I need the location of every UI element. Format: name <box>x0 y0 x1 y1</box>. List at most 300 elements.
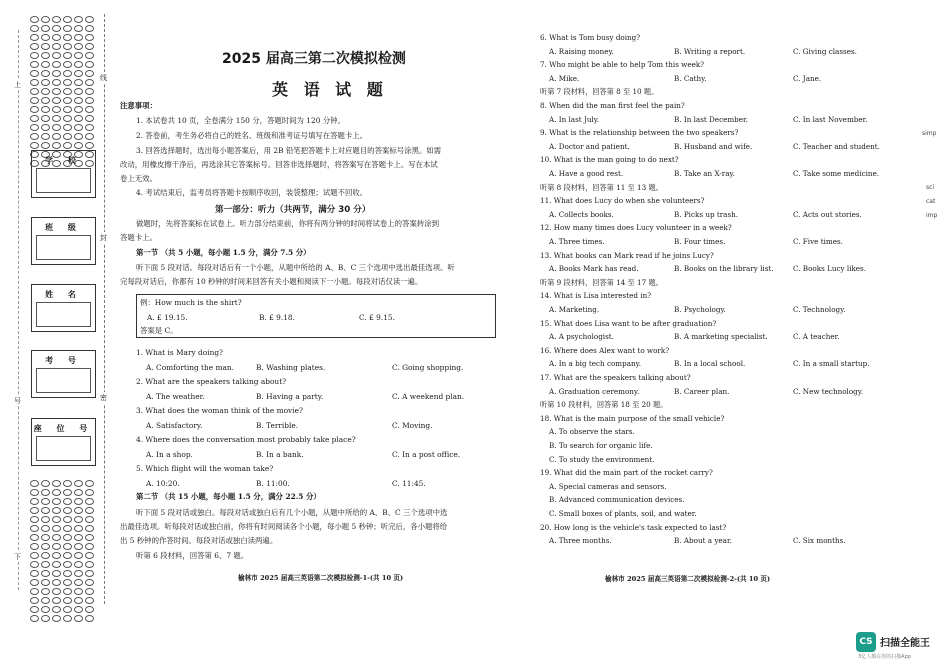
answer-option-b[interactable]: B. In last December. <box>674 114 748 124</box>
bubble-row <box>28 124 96 131</box>
bubble <box>63 115 72 122</box>
section1-desc: 听下面 5 段对话。每段对话后有一个小题，从题中所给的 A、B、C 三个选项中选出最佳选项。听 <box>136 263 455 272</box>
answer-option-c[interactable]: C. In a post office. <box>392 450 461 459</box>
answer-option-c[interactable]: C. Six months. <box>793 536 846 546</box>
seal-char-seal: 封 <box>100 234 107 242</box>
section2-heading: 第二节 （共 15 小题，每小题 1.5 分，满分 22.5 分） <box>136 492 321 501</box>
question-stem: 6. What is Tom busy doing? <box>540 33 641 42</box>
bubble <box>52 25 61 32</box>
answer-option-c[interactable]: C. A teacher. <box>793 332 840 342</box>
bubble <box>63 489 72 496</box>
answer-option-c[interactable]: C. Giving classes. <box>793 46 857 56</box>
bubble-row <box>28 507 96 514</box>
bubble-row <box>28 115 96 122</box>
section2-desc: 出最佳选项。听每段对话或独白前，你将有时间阅读各个小题，每小题 5 秒钟；听完后，各小题将给 <box>120 522 448 531</box>
bubble <box>63 498 72 505</box>
answer-option-c[interactable]: C. Technology. <box>793 305 846 314</box>
exam-number-input-area[interactable] <box>36 368 91 393</box>
bubble <box>85 61 94 68</box>
exam-title: 2025 届高三第二次模拟检测 <box>222 51 406 67</box>
bubble <box>63 561 72 568</box>
class-input-area[interactable] <box>36 235 91 260</box>
answer-option-b[interactable]: B. Washing plates. <box>256 363 326 372</box>
bubble <box>52 507 61 514</box>
bubble <box>41 507 50 514</box>
class-field[interactable] <box>31 217 96 265</box>
example-box <box>136 294 496 338</box>
bubble <box>30 507 39 514</box>
bubble <box>30 543 39 550</box>
example-option-c: C. £ 9.15. <box>359 313 395 322</box>
bubble-row <box>28 88 96 95</box>
material-heading: 听第 7 段材料，回答第 8 至 10 题。 <box>540 87 659 97</box>
bubble <box>63 124 72 131</box>
bubble-row <box>28 606 96 613</box>
section1-heading: 第一节 （共 5 小题，每小题 1.5 分，满分 7.5 分） <box>136 248 311 257</box>
bubble <box>41 43 50 50</box>
notice-line: 4. 考试结束后，监考员将答题卡按顺序收回，装袋整理；试题不回收。 <box>136 188 368 197</box>
bubble <box>30 61 39 68</box>
bubble <box>63 79 72 86</box>
fold-char-up: 上 <box>14 81 21 89</box>
bubble <box>52 52 61 59</box>
bubble <box>74 43 83 50</box>
bubble <box>41 61 50 68</box>
bubble <box>74 561 83 568</box>
bubble <box>63 61 72 68</box>
bubble <box>63 534 72 541</box>
bubble <box>41 489 50 496</box>
bubble <box>85 543 94 550</box>
cut-line <box>104 14 105 604</box>
bubble-row <box>28 561 96 568</box>
bubble <box>74 115 83 122</box>
answer-option-c[interactable]: C. Moving. <box>392 421 433 430</box>
part1-desc: 做题时，先将答案标在试卷上。听力部分结束前，你将有两分钟的时间将试卷上的答案转涂到 <box>136 219 440 228</box>
answer-option-c[interactable]: C. In last November. <box>793 114 868 124</box>
bubble <box>74 16 83 23</box>
answer-option-c[interactable]: C. Teacher and student. <box>793 141 880 151</box>
fold-char-down: 下 <box>14 553 21 561</box>
answer-option[interactable]: B. To search for organic life. <box>549 441 653 450</box>
bubble <box>41 124 50 131</box>
bubble <box>52 70 61 77</box>
question-stem: 8. When did the man first feel the pain? <box>540 101 685 110</box>
bubble <box>30 133 39 140</box>
bubble <box>30 142 39 149</box>
bubble-row <box>28 133 96 140</box>
bubble <box>74 606 83 613</box>
bubble-row <box>28 534 96 541</box>
bubble <box>63 543 72 550</box>
bubble <box>30 561 39 568</box>
bubble <box>52 142 61 149</box>
bubble <box>30 615 39 622</box>
bubble <box>41 34 50 41</box>
bubble-row <box>28 142 96 149</box>
bubble <box>30 588 39 595</box>
answer-option-a[interactable]: A. Graduation ceremony. <box>549 386 640 396</box>
answer-option[interactable]: C. To study the environment. <box>549 454 655 464</box>
bubble <box>85 70 94 77</box>
bubble <box>41 70 50 77</box>
bubble <box>85 489 94 496</box>
exam-number-field[interactable] <box>31 350 96 398</box>
fold-char-number: 号 <box>14 397 21 405</box>
answer-option[interactable]: A. Special cameras and sensors. <box>549 481 667 491</box>
question-stem: 10. What is the man going to do next? <box>540 155 679 165</box>
bubble <box>30 597 39 604</box>
bubble <box>52 61 61 68</box>
seat-number-label: 座 位 号 <box>33 423 94 433</box>
question-stem: 2. What are the speakers talking about? <box>136 377 287 386</box>
bubble <box>85 507 94 514</box>
bubble <box>85 498 94 505</box>
part1-heading: 第一部分：听力（共两节，满分 30 分） <box>215 205 371 215</box>
bubble <box>41 106 50 113</box>
school-label: 学 校 <box>45 155 82 165</box>
bubble <box>52 588 61 595</box>
bubble <box>63 106 72 113</box>
bubble <box>41 543 50 550</box>
answer-option[interactable]: C. Small boxes of plants, soil, and water. <box>549 509 697 518</box>
bubble <box>63 52 72 59</box>
bubble <box>30 79 39 86</box>
bubble <box>85 606 94 613</box>
question-stem: 3. What does the woman think of the movie? <box>136 406 303 415</box>
bubble <box>85 597 94 604</box>
bubble <box>52 106 61 113</box>
answer-option-a[interactable]: A. Three times. <box>549 237 605 246</box>
answer-option-b[interactable]: B. Husband and wife. <box>674 141 753 151</box>
bubble <box>41 534 50 541</box>
bubble-row <box>28 489 96 496</box>
bubble <box>85 124 94 131</box>
answer-option-b[interactable]: B. Cathy. <box>674 73 707 83</box>
bubble <box>63 43 72 50</box>
name-field[interactable] <box>31 284 96 332</box>
notice-line: 2. 答卷前，考生务必将自己的姓名、班级和准考证号填写在答题卡上。 <box>136 131 368 140</box>
exam-number-label: 考 号 <box>45 355 82 365</box>
bubble-row <box>28 43 96 50</box>
bubble <box>74 88 83 95</box>
bubble <box>74 142 83 149</box>
answer-option-a[interactable]: A. Books Mark has read. <box>549 264 639 274</box>
bubble <box>41 597 50 604</box>
bubble <box>74 498 83 505</box>
bubble <box>52 561 61 568</box>
answer-option-c[interactable]: C. Take some medicine. <box>793 169 880 178</box>
bubble <box>52 480 61 487</box>
answer-option-b[interactable]: B. In a local school. <box>674 359 746 369</box>
answer-option-a[interactable]: A. Comforting the man. <box>146 363 235 372</box>
page-footer-left: 榆林市 2025 届高三英语第二次模拟检测-1-(共 10 页) <box>238 574 404 582</box>
answer-option[interactable]: B. Advanced communication devices. <box>549 495 685 505</box>
bubble-row <box>28 552 96 559</box>
bubble <box>74 516 83 523</box>
bubble <box>41 525 50 532</box>
bubble-grid-bottom <box>28 480 96 624</box>
bubble <box>74 52 83 59</box>
answer-option-a[interactable]: A. A psychologist. <box>549 332 614 342</box>
answer-option-a[interactable]: A. In a big tech company. <box>549 359 642 369</box>
answer-option-b[interactable]: B. Four times. <box>674 237 726 246</box>
example-option-b: B. £ 9.18. <box>259 313 295 322</box>
example-option-a: A. £ 19.15. <box>147 313 188 322</box>
answer-option-c[interactable]: C. New technology. <box>793 386 864 396</box>
answer-option-b[interactable]: B. Take an X-ray. <box>674 169 735 178</box>
bubble <box>30 43 39 50</box>
answer-option-c[interactable]: C. A weekend plan. <box>392 392 465 401</box>
bubble <box>30 70 39 77</box>
answer-option-a[interactable]: A. Three months. <box>549 536 612 546</box>
bubble <box>30 88 39 95</box>
answer-option-c[interactable]: C. In a small startup. <box>793 359 870 369</box>
bubble <box>52 615 61 622</box>
school-input-area[interactable] <box>36 168 91 193</box>
bubble <box>30 570 39 577</box>
seal-char-line: 线 <box>100 74 107 82</box>
bubble-row <box>28 570 96 577</box>
bubble <box>30 97 39 104</box>
bubble-row <box>28 61 96 68</box>
fold-line <box>18 30 19 590</box>
question-stem: 14. What is Lisa interested in? <box>540 291 652 301</box>
bubble <box>41 115 50 122</box>
answer-option-b[interactable]: B. Writing a report. <box>674 46 746 56</box>
bubble <box>74 507 83 514</box>
answer-option-b[interactable]: B. In a bank. <box>256 450 304 459</box>
question-stem: 4. Where does the conversation most probably take place? <box>136 435 356 444</box>
bubble <box>52 34 61 41</box>
scanner-logo-icon: CS <box>856 632 876 652</box>
bubble <box>85 516 94 523</box>
bubble <box>63 88 72 95</box>
answer-option-a[interactable]: A. Mike. <box>549 73 580 83</box>
bubble <box>41 79 50 86</box>
bubble <box>41 133 50 140</box>
answer-option-b[interactable]: B. 11:00. <box>256 479 290 488</box>
question-stem: 15. What does Lisa want to be after graduation? <box>540 318 717 328</box>
answer-option-c[interactable]: C. Acts out stories. <box>793 209 862 219</box>
answer-option-a[interactable]: A. In a shop. <box>146 450 193 459</box>
bubble <box>52 552 61 559</box>
answer-option-b[interactable]: B. Psychology. <box>674 305 726 314</box>
answer-option-b[interactable]: B. About a year. <box>674 536 732 546</box>
bubble <box>63 70 72 77</box>
bubble <box>52 534 61 541</box>
question-stem: 12. How many times does Lucy volunteer in a week? <box>540 223 732 233</box>
question-stem: 13. What books can Mark read if he joins Lucy? <box>540 250 714 260</box>
edge-fragment: sci <box>926 184 935 191</box>
bubble <box>85 480 94 487</box>
bubble <box>85 615 94 622</box>
bubble <box>63 552 72 559</box>
bubble <box>85 88 94 95</box>
answer-option-c[interactable]: C. 11:45. <box>392 479 426 488</box>
bubble <box>52 489 61 496</box>
bubble <box>52 597 61 604</box>
answer-option-b[interactable]: B. Picks up trash. <box>674 209 739 219</box>
class-label: 班 级 <box>45 222 82 232</box>
bubble <box>85 570 94 577</box>
answer-option-a[interactable]: A. Have a good rest. <box>549 169 624 178</box>
bubble-row <box>28 579 96 586</box>
bubble <box>74 489 83 496</box>
bubble <box>85 16 94 23</box>
bubble <box>30 52 39 59</box>
notice-line: 改动，用橡皮擦干净后，再选涂其它答案标号。回答非选择题时，将答案写在答题卡上。写在本试 <box>120 160 438 169</box>
answer-option-a[interactable]: A. Doctor and patient. <box>549 141 630 151</box>
bubble <box>41 552 50 559</box>
bubble <box>85 97 94 104</box>
example-answer: 答案是 C。 <box>140 326 178 335</box>
bubble-row <box>28 34 96 41</box>
bubble <box>52 606 61 613</box>
bubble <box>63 516 72 523</box>
bubble <box>63 525 72 532</box>
answer-option-a[interactable]: A. Raising money. <box>549 46 614 56</box>
bubble-grid-top <box>28 16 96 169</box>
bubble <box>30 25 39 32</box>
answer-option-b[interactable]: B. A marketing specialist. <box>674 332 768 342</box>
question-stem: 9. What is the relationship between the two speakers? <box>540 128 739 138</box>
bubble <box>74 534 83 541</box>
question-stem: 16. Where does Alex want to work? <box>540 345 670 355</box>
bubble <box>63 34 72 41</box>
answer-option-b[interactable]: B. Career plan. <box>674 386 730 396</box>
bubble-row <box>28 516 96 523</box>
exam-subtitle: 英 语 试 题 <box>272 80 388 99</box>
bubble <box>52 16 61 23</box>
name-input-area[interactable] <box>36 302 91 327</box>
bubble <box>85 34 94 41</box>
material-heading: 听第 8 段材料，回答第 11 至 13 题。 <box>540 182 663 192</box>
part1-desc: 答题卡上。 <box>120 233 157 242</box>
bubble <box>52 498 61 505</box>
bubble-row <box>28 480 96 487</box>
answer-option-c[interactable]: C. Going shopping. <box>392 363 464 372</box>
answer-option-b[interactable]: B. Having a party. <box>256 392 324 401</box>
bubble <box>30 489 39 496</box>
bubble <box>74 70 83 77</box>
bubble <box>52 133 61 140</box>
seat-number-input-area[interactable] <box>36 436 91 461</box>
bubble <box>74 588 83 595</box>
question-stem: 19. What did the main part of the rocket carry? <box>540 468 713 478</box>
bubble <box>85 579 94 586</box>
bubble <box>52 115 61 122</box>
bubble-row <box>28 97 96 104</box>
bubble-row <box>28 498 96 505</box>
material-6-heading: 听第 6 段材料，回答第 6、7 题。 <box>136 551 249 560</box>
bubble <box>63 142 72 149</box>
bubble <box>41 25 50 32</box>
edge-fragment: imp <box>926 212 938 219</box>
bubble-row <box>28 25 96 32</box>
bubble <box>74 579 83 586</box>
bubble <box>63 133 72 140</box>
bubble-row <box>28 543 96 550</box>
question-stem: 11. What does Lucy do when she volunteers? <box>540 196 705 206</box>
answer-option-a[interactable]: A. The weather. <box>146 392 205 401</box>
answer-option[interactable]: A. To observe the stars. <box>549 427 635 437</box>
school-field[interactable] <box>31 150 96 198</box>
bubble <box>52 79 61 86</box>
bubble <box>30 34 39 41</box>
bubble <box>74 543 83 550</box>
bubble <box>52 570 61 577</box>
question-stem: 7. Who might be able to help Tom this week? <box>540 60 705 70</box>
bubble <box>74 97 83 104</box>
bubble <box>74 106 83 113</box>
section2-desc: 出 5 秒钟的作答时间。每段对话或独白读两遍。 <box>120 536 278 545</box>
bubble <box>30 124 39 131</box>
answer-option-c[interactable]: C. Jane. <box>793 73 822 83</box>
notice-line: 卷上无效。 <box>120 174 157 183</box>
bubble <box>52 88 61 95</box>
answer-option-b[interactable]: B. Terrible. <box>256 421 299 430</box>
bubble-row <box>28 106 96 113</box>
bubble <box>63 597 72 604</box>
bubble <box>41 606 50 613</box>
bubble <box>63 606 72 613</box>
bubble <box>41 615 50 622</box>
scanner-name: 扫描全能王 <box>880 638 930 649</box>
bubble-row <box>28 52 96 59</box>
seat-number-field[interactable] <box>31 418 96 466</box>
answer-option-a[interactable]: A. Marketing. <box>549 305 600 314</box>
bubble <box>41 16 50 23</box>
bubble <box>63 25 72 32</box>
example-question: 例：How much is the shirt? <box>140 298 242 307</box>
bubble-row <box>28 70 96 77</box>
bubble <box>74 25 83 32</box>
bubble <box>63 615 72 622</box>
bubble <box>52 97 61 104</box>
bubble <box>41 561 50 568</box>
bubble <box>74 615 83 622</box>
bubble <box>85 133 94 140</box>
bubble <box>85 106 94 113</box>
bubble <box>74 34 83 41</box>
bubble <box>85 79 94 86</box>
bubble <box>85 561 94 568</box>
bubble <box>74 124 83 131</box>
bubble <box>85 43 94 50</box>
bubble <box>85 142 94 149</box>
scanner-tagline: 3亿人都在用的扫描App <box>858 654 911 660</box>
section2-desc: 听下面 5 段对话或独白。每段对话或独白后有几个小题，从题中所给的 A、B、C 三个选项中选 <box>136 508 448 517</box>
answer-option-c[interactable]: C. Books Lucy likes. <box>793 264 867 274</box>
answer-option-a[interactable]: A. In last July. <box>549 114 600 124</box>
bubble <box>41 480 50 487</box>
bubble <box>30 534 39 541</box>
answer-option-a[interactable]: A. Collects books. <box>549 209 614 219</box>
bubble-row <box>28 597 96 604</box>
bubble <box>63 97 72 104</box>
answer-option-b[interactable]: B. Books on the library list. <box>674 264 774 274</box>
answer-option-a[interactable]: A. 10:20. <box>146 479 180 488</box>
bubble <box>74 79 83 86</box>
answer-option-a[interactable]: A. Satisfactory. <box>146 421 203 430</box>
bubble-row <box>28 615 96 622</box>
bubble <box>63 579 72 586</box>
bubble-row <box>28 525 96 532</box>
question-stem: 5. Which flight will the woman take? <box>136 464 274 473</box>
bubble-row <box>28 588 96 595</box>
answer-option-c[interactable]: C. Five times. <box>793 237 843 246</box>
